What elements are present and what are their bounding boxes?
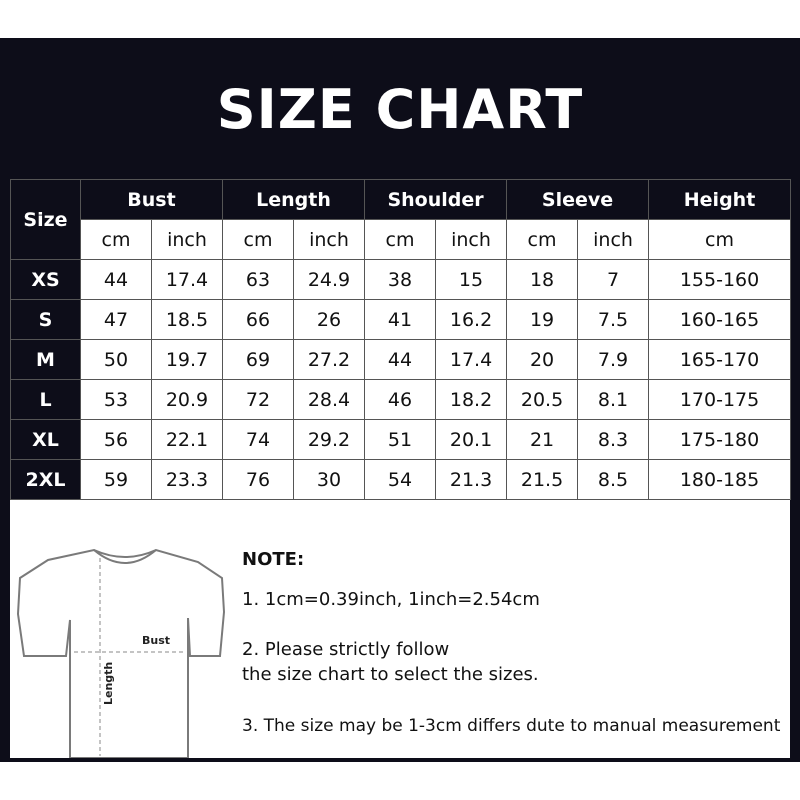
table-cell: 21.5	[507, 460, 578, 500]
table-row	[11, 300, 791, 340]
table-cell: 54	[365, 460, 436, 500]
unit-cell: cm	[365, 220, 436, 260]
size-label: 2XL	[11, 460, 81, 500]
table-cell: 8.5	[578, 460, 649, 500]
unit-cell: cm	[507, 220, 578, 260]
table-cell: 50	[81, 340, 152, 380]
table-cell: 41	[365, 300, 436, 340]
unit-cell: inch	[578, 220, 649, 260]
table-row	[11, 420, 791, 460]
table-cell: 26	[294, 300, 365, 340]
table-row	[11, 260, 791, 300]
table-cell: 23.3	[152, 460, 223, 500]
group-header-row	[11, 180, 791, 220]
table-cell: 16.2	[436, 300, 507, 340]
size-label: S	[11, 300, 81, 340]
table-cell: 19	[507, 300, 578, 340]
size-label: L	[11, 380, 81, 420]
note-line-2a: 2. Please strictly follow	[242, 639, 450, 660]
size-header: Size	[11, 180, 81, 260]
size-label: M	[11, 340, 81, 380]
bottom-border	[0, 762, 800, 800]
table-cell: 160-165	[649, 300, 791, 340]
top-border	[0, 0, 800, 38]
table-row	[11, 460, 791, 500]
table-cell: 53	[81, 380, 152, 420]
size-label: XS	[11, 260, 81, 300]
table-cell: 47	[81, 300, 152, 340]
table-cell: 76	[223, 460, 294, 500]
note-line-2b: the size chart to select the sizes.	[242, 664, 539, 685]
table-cell: 18.2	[436, 380, 507, 420]
table-cell: 38	[365, 260, 436, 300]
table-row	[11, 380, 791, 420]
table-cell: 7.5	[578, 300, 649, 340]
table-cell: 30	[294, 460, 365, 500]
table-cell: 165-170	[649, 340, 791, 380]
unit-cell: cm	[81, 220, 152, 260]
table-cell: 46	[365, 380, 436, 420]
table-cell: 51	[365, 420, 436, 460]
length-label: Length	[102, 661, 115, 705]
note-heading: NOTE:	[242, 549, 305, 570]
table-cell: 56	[81, 420, 152, 460]
table-row	[11, 340, 791, 380]
unit-cell: inch	[294, 220, 365, 260]
table-cell: 17.4	[436, 340, 507, 380]
table-cell: 180-185	[649, 460, 791, 500]
notes-panel	[10, 500, 790, 758]
table-cell: 44	[81, 260, 152, 300]
table-cell: 8.3	[578, 420, 649, 460]
table-cell: 19.7	[152, 340, 223, 380]
table-cell: 20.5	[507, 380, 578, 420]
size-label: XL	[11, 420, 81, 460]
table-cell: 7.9	[578, 340, 649, 380]
size-rows	[11, 260, 791, 500]
tshirt-outline	[18, 550, 224, 758]
table-cell: 7	[578, 260, 649, 300]
table-cell: 17.4	[152, 260, 223, 300]
table-cell: 20.1	[436, 420, 507, 460]
note-line-3: 3. The size may be 1-3cm differs dute to manual measurement	[242, 716, 781, 736]
table-cell: 15	[436, 260, 507, 300]
table-cell: 21.3	[436, 460, 507, 500]
header-bust: Bust	[81, 180, 223, 220]
table-cell: 59	[81, 460, 152, 500]
table-cell: 69	[223, 340, 294, 380]
bust-label: Bust	[142, 634, 171, 647]
table-cell: 44	[365, 340, 436, 380]
table-cell: 22.1	[152, 420, 223, 460]
chart-title: SIZE CHART	[216, 78, 584, 141]
header-sleeve: Sleeve	[507, 180, 649, 220]
header-length: Length	[223, 180, 365, 220]
table-cell: 18	[507, 260, 578, 300]
table-cell: 8.1	[578, 380, 649, 420]
header-height: Height	[649, 180, 791, 220]
table-cell: 72	[223, 380, 294, 420]
table-cell: 20	[507, 340, 578, 380]
table-cell: 28.4	[294, 380, 365, 420]
table-cell: 24.9	[294, 260, 365, 300]
table-cell: 74	[223, 420, 294, 460]
table-cell: 27.2	[294, 340, 365, 380]
header-shoulder: Shoulder	[365, 180, 507, 220]
table-cell: 170-175	[649, 380, 791, 420]
table-cell: 21	[507, 420, 578, 460]
note-line-1: 1. 1cm=0.39inch, 1inch=2.54cm	[242, 589, 540, 610]
table-cell: 63	[223, 260, 294, 300]
unit-header-row	[11, 220, 791, 260]
table-cell: 175-180	[649, 420, 791, 460]
tshirt-diagram	[10, 540, 235, 758]
table-cell: 155-160	[649, 260, 791, 300]
size-table	[10, 179, 791, 500]
table-cell: 66	[223, 300, 294, 340]
table-cell: 29.2	[294, 420, 365, 460]
table-cell: 20.9	[152, 380, 223, 420]
unit-cell: inch	[152, 220, 223, 260]
unit-cell: inch	[436, 220, 507, 260]
unit-cell: cm	[223, 220, 294, 260]
table-cell: 18.5	[152, 300, 223, 340]
unit-cell: cm	[649, 220, 791, 260]
